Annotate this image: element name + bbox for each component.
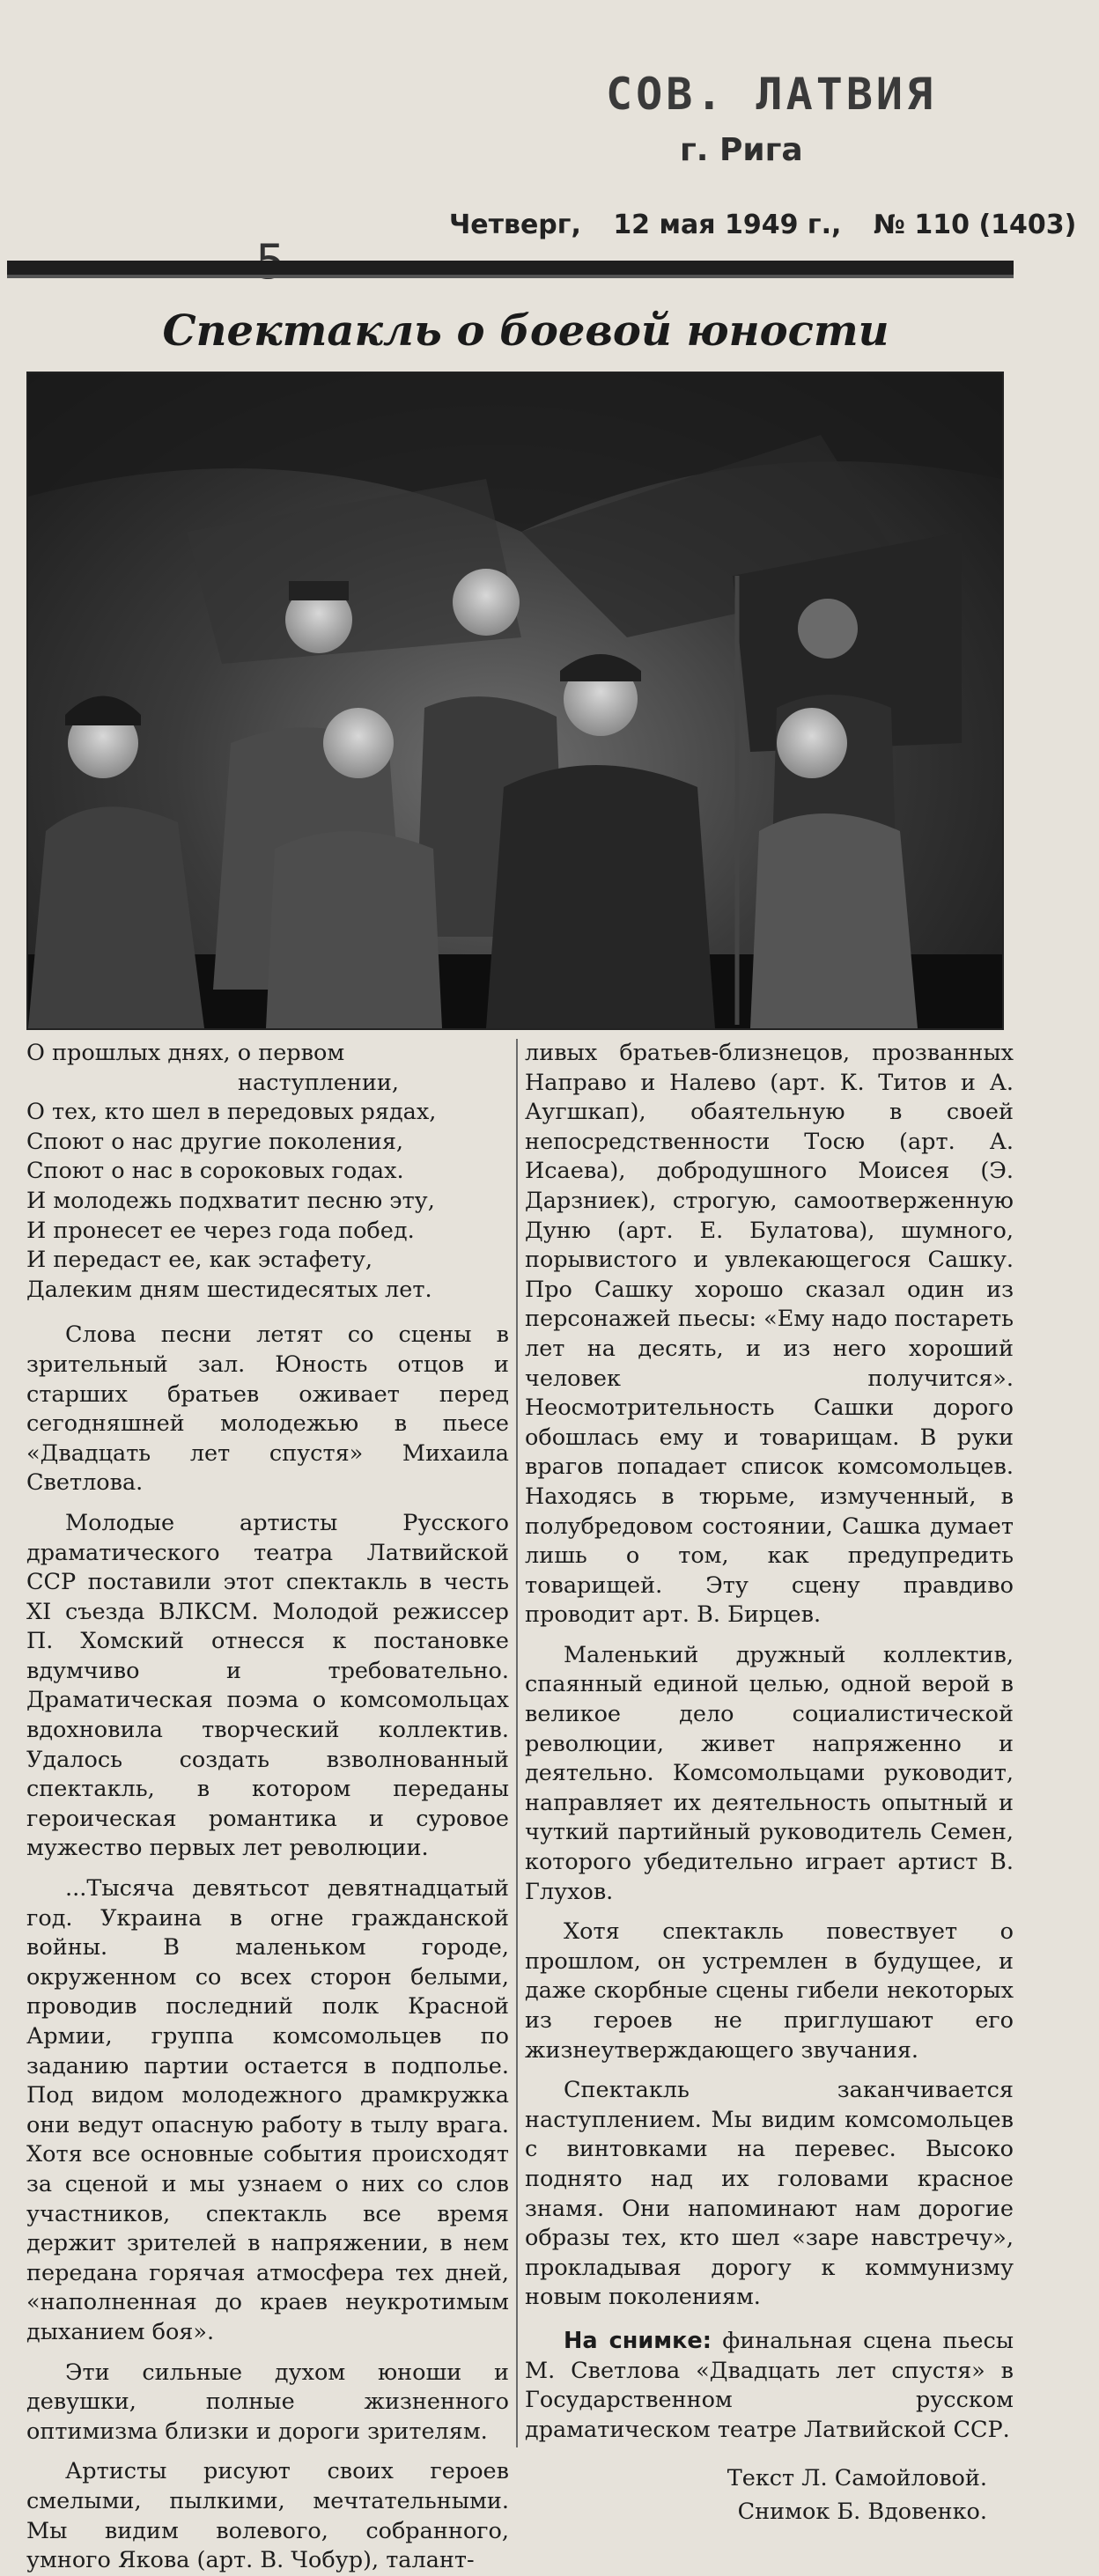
credit-text-author: Текст Л. Самойловой. (727, 2465, 987, 2492)
photo-caption-text: финальная сцена пьесы М. Светлова «Двадцать лет спустя» в Государственном русском драматическом театре Латвийской ССР. (525, 2327, 1014, 2443)
credit-photo-author: Снимок Б. Вдовенко. (737, 2498, 987, 2525)
article-paragraph: ливых братьев-близнецов, прозванных Направо и Налево (арт. К. Титов и А. Аугшкап), обаятельную в своей непосредственности Тосю (арт. А. Исаева), добродушного Моисея (Э. Дарзниек), строгую, самоотверженную Дуню (арт. Е. Булатова), шумного, порывистого и увлекающегося Сашку. Про Сашку хорошо сказал один из персонажей пьесы: «Ему надо постареть лет на десять, и из него хороший человек получится». Неосмотрительность Сашки дорого обошлась ему и товарищам. В руки врагов попадает список комсомольцев. Находясь в тюрьме, измученный, в полубредовом состоянии, Сашка думает лишь о том, как предупредить товарищей. Эту сцену правдиво проводит арт. В. Бирцев. (525, 1040, 1014, 1629)
dateline-weekday: Четверг, (449, 210, 581, 240)
verse-line: О прошлых днях, о первом (26, 1040, 345, 1066)
stage-photo (26, 372, 1004, 1030)
masthead-rule (7, 261, 1014, 278)
verse-line: наступлении, (238, 1069, 399, 1096)
column-divider (516, 1039, 518, 2447)
article-paragraph: Молодые артисты Русского драматического театра Латвийской ССР поставили этот спектакль в честь XI съезда ВЛКСМ. Молодой режиссер П. Хомский отнесся к постановке вдумчиво и требовательно. Драматическая поэма о комсомольцах вдохновила творческий коллектив. Удалось создать взволнованный спектакль, в котором переданы героическая романтика и суровое мужество первых лет революции. (26, 1509, 509, 1862)
dateline-issue: № 110 (1403) (873, 210, 1077, 240)
article-paragraph: Слова песни летят со сцены в зрительный зал. Юность отцов и старших братьев оживает перед сегодняшней молодежью в пьесе «Двадцать лет спустя» Михаила Светлова. (26, 1321, 509, 1497)
verse-line: Далеким дням шестидесятых лет. (26, 1276, 432, 1303)
verse-line: Споют о нас другие поколения, (26, 1128, 404, 1155)
article-column-right (525, 1039, 1014, 2525)
article-paragraph: ...Тысяча девятьсот девятнадцатый год. Украина в огне гражданской войны. В маленьком городе, окруженном со всех сторон белыми, проводив последний полк Красной Армии, группа комсомольцев по заданию партии остается в подполье. Под видом молодежного драмкружка они ведут опасную работу в тылу врага. Хотя все основные события происходят за сценой и мы узнаем о них со слов участников, спектакль все время держит зрителей в напряжении, в нем передана горячая атмосфера тех дней, «наполненная до краев неукротимым дыханием боя». (26, 1875, 509, 2345)
photo-caption (525, 2327, 1014, 2445)
article-paragraph: Спектакль заканчивается наступлением. Мы видим комсомольцев с винтовками на перевес. Высоко поднято над их головами красное знамя. Они напоминают нам дорогие образы тех, кто шел «заре навстречу», прокладывая дорогу к коммунизму новым поколениям. (525, 2077, 1014, 2311)
verse-line: И передаст ее, как эстафету, (26, 1247, 372, 1274)
verse-line: И пронесет ее через года побед. (26, 1217, 415, 1244)
newspaper-stamp-title: СОВ. ЛАТВИЯ (606, 69, 937, 120)
verse-line: Споют о нас в сороковых годах. (26, 1158, 404, 1185)
photo-caption-label: На снимке: (564, 2327, 712, 2354)
article-paragraph: Эти сильные духом юноши и девушки, полные жизненного оптимизма близки и дороги зрителям. (26, 2359, 509, 2445)
article-paragraph: Артисты рисуют своих героев смелыми, пылкими, мечтательными. Мы видим волевого, собранного, умного Якова (арт. В. Чобур), талант- (26, 2458, 509, 2574)
verse-line: О тех, кто шел в передовых рядах, (26, 1099, 437, 1126)
verse-line: И молодежь подхватит песню эту, (26, 1187, 435, 1214)
dateline (449, 210, 1099, 240)
article-verse (26, 1039, 509, 1305)
article-paragraph: Хотя спектакль повествует о прошлом, он устремлен в будущее, и даже скорбные сцены гибели некоторых из героев не приглушают его жизнеутверждающего звучания. (525, 1918, 1014, 2064)
article-headline: Спектакль о боевой юности (162, 306, 889, 356)
newspaper-stamp-city: г. Рига (680, 132, 803, 168)
article-credits (525, 2464, 1014, 2527)
stage-photo-figures (28, 373, 1002, 1028)
article-paragraph: Маленький дружный коллектив, спаянный единой целью, одной верой в великое дело социалистической революции, живет напряженно и деятельно. Комсомольцами руководит, направляет их деятельность опытный и чуткий партийный руководитель Семен, которого убедительно играет артист В. Глухов. (525, 1641, 1014, 1905)
dateline-date: 12 мая 1949 г., (613, 210, 842, 240)
article-column-left (26, 1039, 509, 2574)
